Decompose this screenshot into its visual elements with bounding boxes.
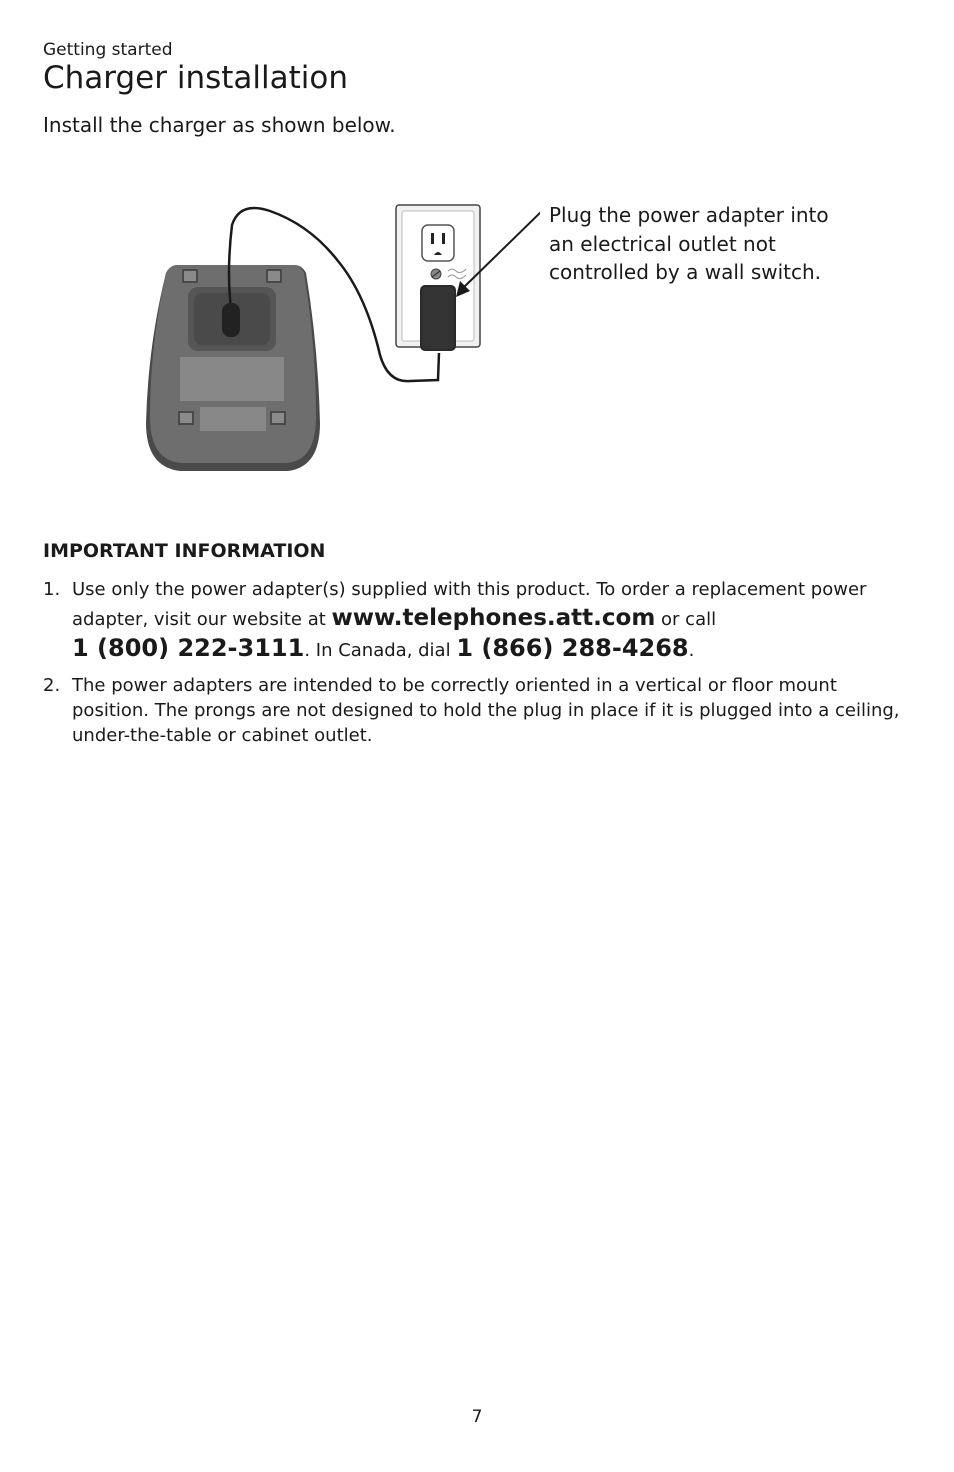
callout-text: Plug the power adapter into an electrical outlet not controlled by a wall switch.: [549, 203, 829, 284]
intro-text: Install the charger as shown below.: [43, 113, 396, 137]
list-number: 1.: [43, 579, 61, 600]
list-item: [43, 673, 913, 748]
important-list: [43, 576, 913, 748]
page-number: 7: [471, 1407, 483, 1427]
phone-canada: 1 (866) 288-4268: [456, 634, 689, 662]
important-heading: IMPORTANT INFORMATION: [43, 540, 326, 562]
phone-us: 1 (800) 222-3111: [72, 634, 305, 662]
list-item: [43, 576, 913, 665]
list-text: or call: [661, 609, 717, 630]
list-text: .: [688, 640, 695, 661]
page-title: Charger installation: [43, 60, 349, 96]
list-text: Use only the power adapter(s) supplied with this product. To order a replacement power adapter, visit our website at: [72, 579, 867, 630]
power-adapter-icon: [420, 285, 456, 351]
list-number: 2.: [43, 675, 61, 696]
list-text: The power adapters are intended to be correctly oriented in a vertical or floor mount position. The prongs are not designed to hold the plug in place if it is plugged into a ceiling, under-the-table or cabinet outlet.: [72, 675, 900, 746]
list-text: . In Canada, dial: [304, 640, 451, 661]
charger-installation-illustration: [140, 195, 540, 480]
charger-icon: [146, 265, 320, 471]
website-link[interactable]: www.telephones.att.com: [331, 605, 656, 631]
section-label: Getting started: [43, 40, 173, 60]
